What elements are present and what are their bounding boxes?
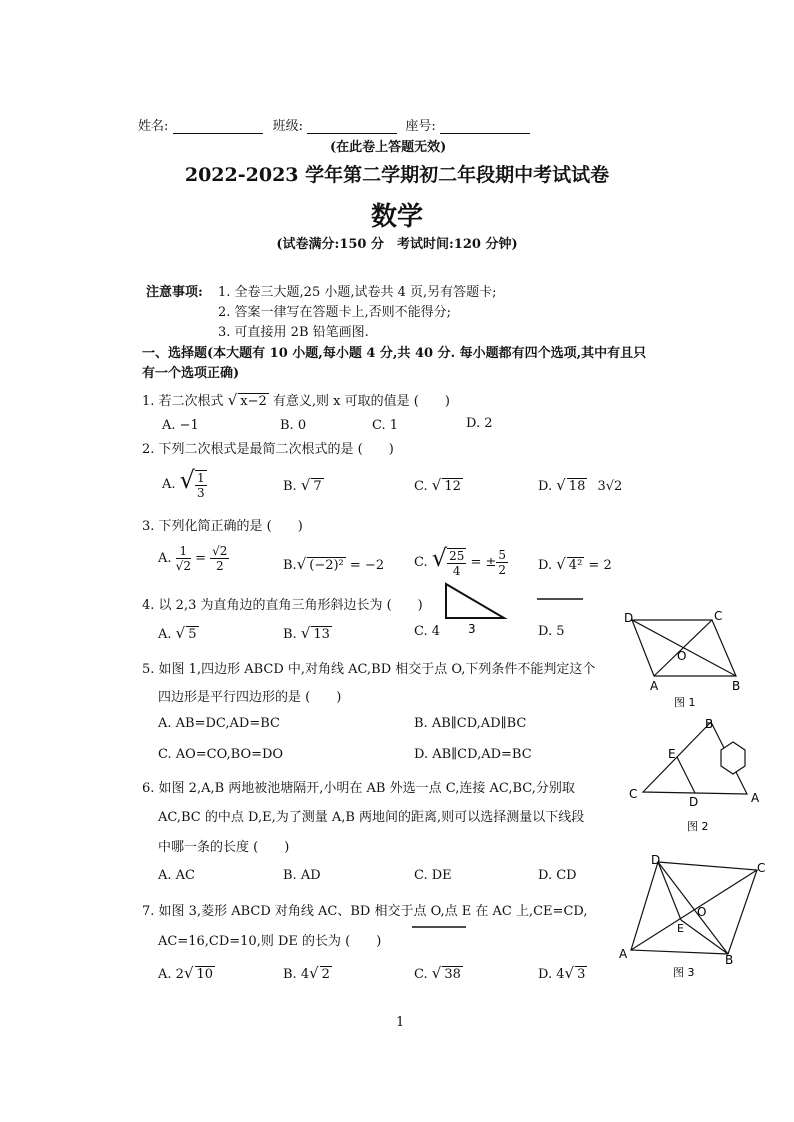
section1-heading: 一、选择题(本大题有 10 小题,每小题 4 分,共 40 分. 每小题都有四个选项,其中有且只 [142, 346, 647, 361]
fig3-label-d: D [651, 853, 661, 867]
q2-stem: 2. 下列二次根式是最简二次根式的是 ( ) [142, 442, 394, 457]
q7-handwritten-blank [410, 924, 468, 930]
fig2-label-d: D [689, 795, 699, 809]
q1-stem: 1. 若二次根式 √ x−2 有意义,则 x 可取的值是 ( ) [142, 391, 450, 409]
q6-stem: 6. 如图 2,A,B 两地被池塘隔开,小明在 AB 外选一点 C,连接 AC,BC,分别取 [142, 781, 575, 796]
page-number: 1 [396, 1015, 405, 1030]
fig3-label-a: A [619, 947, 628, 961]
q3-option-c[interactable]: C. √ $\frac{25}{4}$ = ± $\frac{5}{2}$ [414, 544, 507, 578]
q5-option-a[interactable]: A. AB=DC,AD=BC [158, 716, 280, 731]
q7-option-b[interactable]: B. 4√ 2 [283, 964, 330, 982]
q1-radicand: x−2 [240, 394, 267, 409]
q2-option-a[interactable]: A. √ $\frac{1}{3}$ [162, 466, 205, 500]
q6-stem-cont: AC,BC 的中点 D,E,为了测量 A,B 两地间的距离,则可以选择测量以下线段 [158, 810, 585, 825]
q6-option-c[interactable]: C. DE [414, 868, 452, 883]
q2-handwritten-note: 3√2 [597, 479, 623, 494]
class-label: 班级: [272, 119, 304, 134]
q2-option-c[interactable]: C. √ 12 [414, 476, 461, 494]
fig2-caption: 图 2 [687, 820, 709, 833]
fig2-label-e: E [668, 747, 676, 761]
q5-option-b[interactable]: B. AB∥CD,AD∥BC [414, 716, 527, 731]
q4-option-a[interactable]: A. √ 5 [158, 624, 197, 642]
name-field[interactable] [173, 119, 263, 134]
q5-stem: 5. 如图 1,四边形 ABCD 中,对角线 AC,BD 相交于点 O,下列条件不能判定这个 [142, 662, 596, 677]
q4-option-b[interactable]: B. √ 13 [283, 624, 330, 642]
fig1-label-a: A [650, 679, 659, 693]
subject-title: 数学 [370, 202, 423, 232]
q4-triangle-sketch [440, 582, 520, 636]
q2-option-d[interactable]: D. √ 18 3√2 [538, 476, 623, 494]
figure-1 [620, 608, 750, 710]
q7-option-d[interactable]: D. 4√ 3 [538, 964, 586, 982]
exam-title: 2022-2023 学年第二学期初二年段期中考试试卷 [184, 164, 610, 186]
q7-stem-cont: AC=16,CD=10,则 DE 的长为 ( ) [158, 934, 382, 949]
q1-option-a[interactable]: A. −1 [162, 418, 199, 433]
q5-stem-cont: 四边形是平行四边形的是 ( ) [158, 690, 342, 705]
fig1-caption: 图 1 [674, 696, 696, 709]
q3-option-a[interactable]: A. $\frac{1}{√2}$ = $\frac{√2}{2}$ [158, 544, 228, 573]
fig3-label-c: C [757, 861, 766, 875]
fig1-label-d: D [624, 611, 634, 625]
q1-option-c[interactable]: C. 1 [372, 418, 399, 433]
q4-option-d[interactable]: D. 5 [538, 624, 565, 639]
seat-label: 座号: [405, 119, 436, 134]
q1-option-d[interactable]: D. 2 [466, 416, 493, 431]
notes-label: 注意事项: [146, 285, 203, 300]
note-item-1: 1. 全卷三大题,25 小题,试卷共 4 页,另有答题卡; [218, 285, 497, 300]
exam-info: (试卷满分:150 分 考试时间:120 分钟) [276, 237, 518, 252]
header-line [138, 115, 530, 134]
q5-option-c[interactable]: C. AO=CO,BO=DO [158, 747, 284, 762]
fig2-label-a: A [751, 791, 760, 805]
fig3-label-b: B [725, 953, 734, 967]
figure-2 [625, 712, 765, 836]
fig3-label-o: O [697, 905, 707, 919]
section1-heading-cont: 有一个选项正确) [142, 366, 240, 381]
q3-stem: 3. 下列化简正确的是 ( ) [142, 519, 303, 534]
q6-option-a[interactable]: A. AC [158, 868, 195, 883]
q2-option-b[interactable]: B. √ 7 [283, 476, 322, 494]
fig1-label-c: C [714, 609, 723, 623]
q5-option-d[interactable]: D. AB∥CD,AD=BC [414, 747, 532, 762]
q3-option-d[interactable]: D. √ 4² = 2 [538, 555, 612, 573]
figure-3 [615, 850, 775, 982]
fig2-label-c: C [629, 787, 638, 801]
q4-option-c[interactable]: C. 4 [414, 624, 441, 639]
q7-option-a[interactable]: A. 2√ 10 [158, 964, 214, 982]
fig3-label-e: E [677, 922, 684, 935]
q7-stem: 7. 如图 3,菱形 ABCD 对角线 AC、BD 相交于点 O,点 E 在 AC 上,CE=CD, [142, 904, 588, 919]
fig1-label-o: O [677, 649, 687, 663]
q1-option-b[interactable]: B. 0 [280, 418, 307, 433]
q3-option-b[interactable]: B.√ (−2)² = −2 [283, 555, 385, 573]
name-label: 姓名: [138, 119, 169, 134]
fig2-label-b: B [705, 717, 714, 731]
fig1-label-b: B [732, 679, 741, 693]
fig3-caption: 图 3 [673, 966, 695, 979]
q6-stem-cont-2: 中哪一条的长度 ( ) [158, 840, 290, 855]
answer-notice: (在此卷上答题无效) [330, 140, 447, 155]
note-item-3: 3. 可直接用 2B 铅笔画图. [218, 325, 369, 340]
q6-option-d[interactable]: D. CD [538, 868, 577, 883]
q6-option-b[interactable]: B. AD [283, 868, 321, 883]
q7-option-c[interactable]: C. √ 38 [414, 964, 461, 982]
q4-sketch-label: 3 [468, 622, 476, 636]
q4-handwritten-blank [535, 596, 585, 602]
note-item-2: 2. 答案一律写在答题卡上,否则不能得分; [218, 305, 452, 320]
q4-stem: 4. 以 2,3 为直角边的直角三角形斜边长为 ( ) [142, 598, 423, 613]
seat-field[interactable] [440, 119, 530, 134]
class-field[interactable] [307, 119, 397, 134]
